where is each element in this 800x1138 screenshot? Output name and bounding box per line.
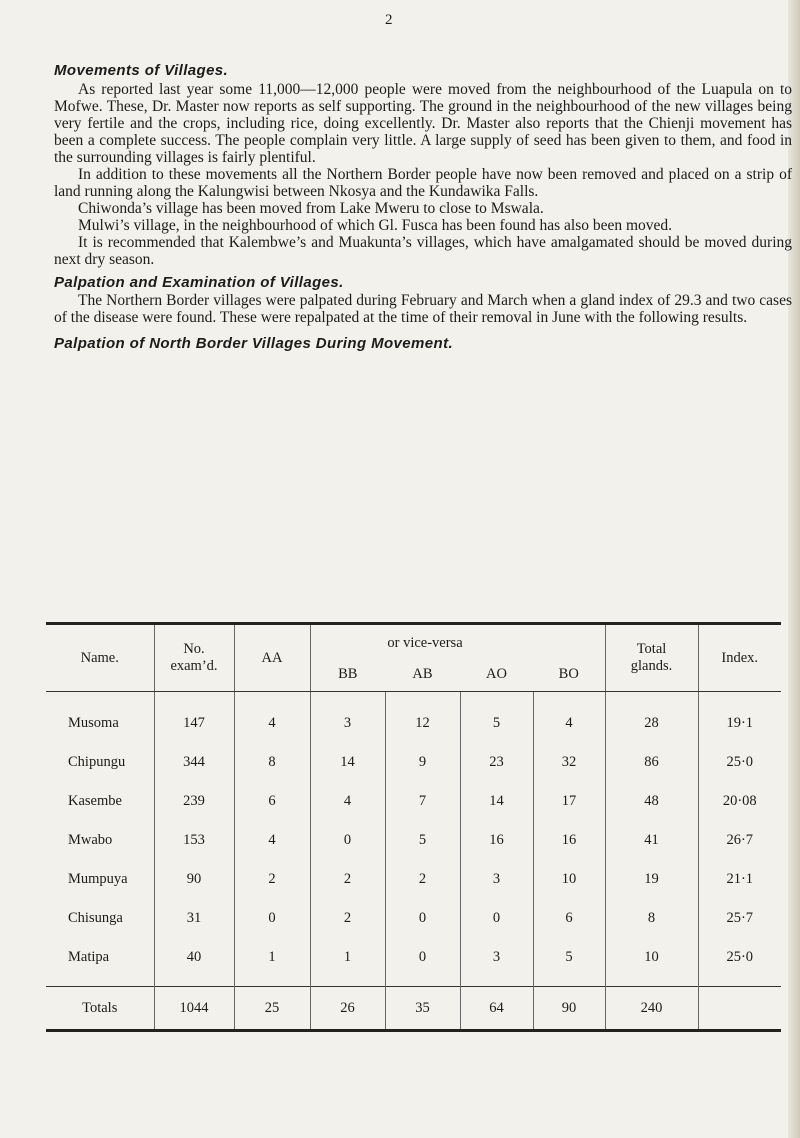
cell-totals-label: Totals	[46, 987, 154, 1031]
cell-totals-total: 240	[605, 987, 698, 1031]
cell-name: Matipa	[68, 949, 110, 965]
cell-bo: 32	[533, 743, 605, 782]
cell-totals-aa: 25	[234, 987, 310, 1031]
table-row	[46, 782, 781, 821]
cell-bb: 2	[310, 899, 385, 938]
cell-aa: 1	[234, 938, 310, 987]
cell-index: 25·7	[698, 899, 781, 938]
cell-ao: 23	[460, 743, 533, 782]
cell-name: Kasembe	[68, 793, 122, 809]
cell-aa: 2	[234, 860, 310, 899]
paragraph-palpation-results: The Northern Border villages were palpated during February and March when a gland index of 29.3 and two cases of the disease were found. These were repalpated at the time of their removal in June with the following results.	[54, 292, 792, 326]
cell-totals-ao: 64	[460, 987, 533, 1031]
cell-ab: 7	[385, 782, 460, 821]
col-header-group-label: or vice-versa	[387, 635, 463, 651]
col-header-bo	[533, 625, 605, 692]
cell-bo: 16	[533, 821, 605, 860]
cell-index: 20·08	[698, 782, 781, 821]
table-row	[46, 743, 781, 782]
document-body	[54, 62, 792, 352]
cell-name: Chipungu	[68, 754, 126, 770]
cell-ao: 5	[460, 692, 533, 744]
cell-no: 40	[154, 938, 234, 987]
col-header-index: Index.	[698, 625, 781, 692]
col-header-total-line1: Total	[636, 641, 667, 657]
cell-bo: 17	[533, 782, 605, 821]
cell-no: 344	[154, 743, 234, 782]
col-header-name: Name.	[46, 625, 154, 692]
cell-no: 90	[154, 860, 234, 899]
cell-bb: 14	[310, 743, 385, 782]
heading-movements-of-villages: Movements of Villages.	[54, 62, 229, 79]
cell-ao: 0	[460, 899, 533, 938]
col-header-total-line2: glands.	[630, 658, 673, 674]
cell-no: 239	[154, 782, 234, 821]
cell-index: 25·0	[698, 743, 781, 782]
cell-index: 26·7	[698, 821, 781, 860]
cell-aa: 0	[234, 899, 310, 938]
cell-ab: 12	[385, 692, 460, 744]
cell-totals-no: 1044	[154, 987, 234, 1031]
col-header-ab-label: AB	[412, 666, 433, 682]
cell-bb: 0	[310, 821, 385, 860]
cell-no: 31	[154, 899, 234, 938]
paragraph-northern-border-removal: In addition to these movements all the Northern Border people have now been removed and placed on a strip of land running along the Kalungwisi between Nkosya and the Kundawika Falls.	[54, 166, 792, 200]
heading-table-title: Palpation of North Border Villages During Movement.	[54, 335, 454, 352]
table-row	[46, 899, 781, 938]
table-row	[46, 860, 781, 899]
cell-name: Chisunga	[68, 910, 123, 926]
cell-bo: 4	[533, 692, 605, 744]
paragraph-mulwi-village: Mulwi’s village, in the neighbourhood of which Gl. Fusca has been found has also been moved.	[78, 217, 673, 234]
cell-total: 10	[605, 938, 698, 987]
heading-palpation-and-examination: Palpation and Examination of Villages.	[54, 274, 344, 291]
col-header-ao-label: AO	[486, 666, 507, 682]
paragraph-recommendation: It is recommended that Kalembwe’s and Muakunta’s villages, which have amalgamated should be moved during next dry season.	[54, 234, 792, 268]
cell-ao: 3	[460, 860, 533, 899]
paragraph-chiwonda-village: Chiwonda’s village has been moved from Lake Mweru to close to Mswala.	[78, 200, 544, 217]
cell-aa: 6	[234, 782, 310, 821]
col-header-no-line1: No.	[183, 641, 205, 657]
cell-name: Mwabo	[68, 832, 113, 848]
cell-bb: 1	[310, 938, 385, 987]
cell-name: Musoma	[68, 714, 119, 731]
cell-bb: 4	[310, 782, 385, 821]
cell-name: Mumpuya	[68, 871, 128, 887]
table-totals-row	[46, 987, 781, 1031]
cell-ab: 9	[385, 743, 460, 782]
cell-total: 28	[605, 692, 698, 744]
cell-aa: 8	[234, 743, 310, 782]
cell-no: 147	[154, 692, 234, 744]
cell-totals-index	[698, 987, 781, 1031]
cell-bo: 10	[533, 860, 605, 899]
cell-total: 48	[605, 782, 698, 821]
cell-ao: 14	[460, 782, 533, 821]
cell-aa: 4	[234, 692, 310, 744]
col-header-bo-label: BO	[558, 666, 579, 682]
paragraph-luapula-movement: As reported last year some 11,000—12,000 people were moved from the neighbourhood of the Luapula on to Mofwe. These, Dr. Master now reports as self supporting. The ground in the neighbourhood of the new villages being very fertile and the crops, including rice, doing excellently. Dr. Master also reports that the Chienji movement has been a complete success. The people complain very little. A large supply of seed has been given to them, and food in the surrounding villages is fairly plentiful.	[54, 81, 792, 166]
cell-bb: 3	[310, 692, 385, 744]
cell-ab: 0	[385, 938, 460, 987]
cell-ao: 3	[460, 938, 533, 987]
table-row	[46, 692, 781, 744]
cell-ab: 5	[385, 821, 460, 860]
cell-bo: 5	[533, 938, 605, 987]
page-number: 2	[385, 12, 393, 28]
cell-total: 19	[605, 860, 698, 899]
cell-totals-bo: 90	[533, 987, 605, 1031]
cell-ao: 16	[460, 821, 533, 860]
col-header-ab	[385, 625, 463, 692]
cell-bb: 2	[310, 860, 385, 899]
table-row	[46, 938, 781, 987]
cell-index: 19·1	[698, 692, 781, 744]
cell-ab: 2	[385, 860, 460, 899]
cell-index: 25·0	[698, 938, 781, 987]
cell-total: 41	[605, 821, 698, 860]
cell-ab: 0	[385, 899, 460, 938]
cell-no: 153	[154, 821, 234, 860]
palpation-table	[46, 622, 781, 1032]
cell-total: 8	[605, 899, 698, 938]
col-header-aa: AA	[234, 625, 310, 692]
cell-total: 86	[605, 743, 698, 782]
cell-aa: 4	[234, 821, 310, 860]
col-header-no-examined	[154, 625, 234, 692]
table-header-row	[46, 625, 781, 692]
table-row	[46, 821, 781, 860]
cell-totals-ab: 35	[385, 987, 460, 1031]
cell-totals-bb: 26	[310, 987, 385, 1031]
col-header-bb-label: BB	[338, 666, 358, 682]
col-header-total-glands	[605, 625, 698, 692]
col-header-no-line2: exam’d.	[170, 658, 218, 674]
table-body	[46, 692, 781, 987]
cell-index: 21·1	[698, 860, 781, 899]
cell-bo: 6	[533, 899, 605, 938]
